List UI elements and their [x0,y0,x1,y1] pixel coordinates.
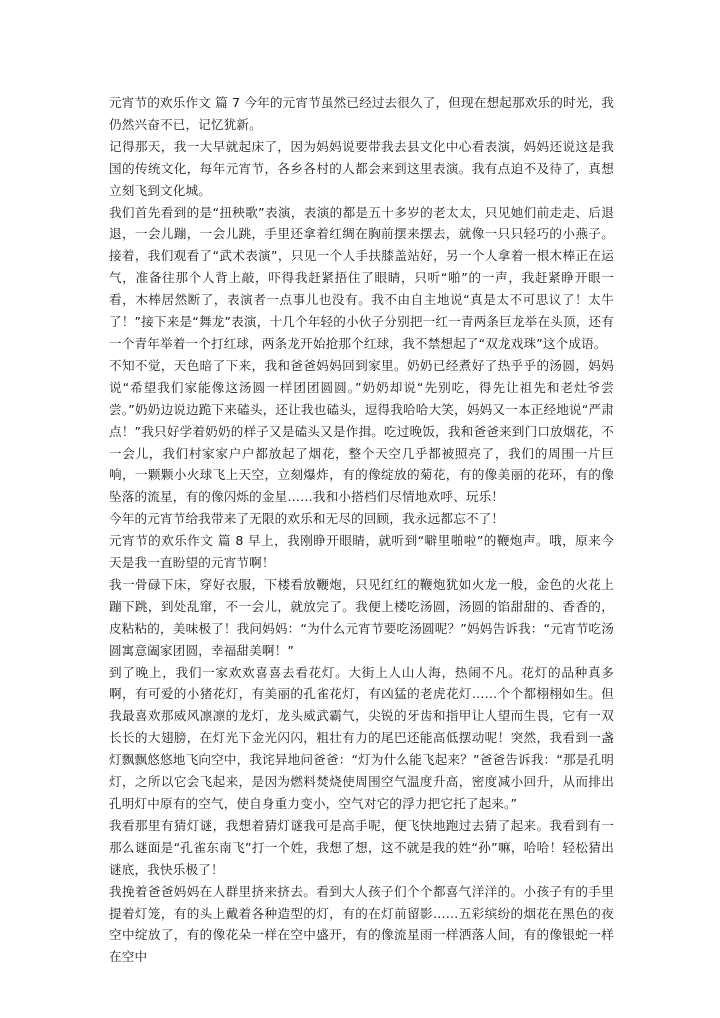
paragraph-9: 我看那里有猜灯谜，我想着猜灯谜我可是高手呢，便飞快地跑过去猜了起来。我看到有一那么谜面是“孔雀东南飞”打一个姓，我想了想，这不就是我的姓“孙”嘛，哈哈！轻松猜出谜底，我快乐极了！ [109,817,614,877]
paragraph-10: 我挽着爸爸妈妈在人群里挤来挤去。看到大人孩子们个个都喜气洋洋的。小孩子有的手里提着灯笼，有的头上戴着各种造型的灯，有的在灯前留影……五彩缤纷的烟花在黑色的夜空中绽放了，有的像花朵一样在空中盛开，有的像流星雨一样洒落人间，有的像银蛇一样在空中 [109,883,614,965]
paragraph-1: 元宵节的欢乐作文 篇 7 今年的元宵节虽然已经过去很久了，但现在想起那欢乐的时光，我仍然兴奋不已，记忆犹新。 [109,95,614,132]
paragraph-3: 我们首先看到的是“扭秧歌”表演，表演的都是五十多岁的老太太，只见她们前走走、后退退，一会儿蹦，一会儿跳，手里还拿着红绸在胸前摆来摆去，就像一只只轻巧的小燕子。接着，我们观看了“武术表演”，只见一个人手扶膝盖站好，另一个人拿着一根木棒正在运气，准备往那个人背上敲，吓得我赶紧捂住了眼睛，只听“啪”的一声，我赶紧睁开眼一看，木棒居然断了，表演者一点事儿也没有。我不由自主地说“真是太不可思议了！太牛了！”接下来是“舞龙”表演，十几个年轻的小伙子分别把一红一青两条巨龙举在头顶，还有一个青年举着一个打红球，两条龙开始抢那个红球，我不禁想起了“双龙戏珠”这个成语。 [109,204,614,351]
paragraph-6: 元宵节的欢乐作文 篇 8 早上，我刚睁开眼睛，就听到“噼里啪啦”的鞭炮声。哦，原来今天是我一直盼望的元宵节啊！ [109,533,614,571]
paragraph-8: 到了晚上，我们一家欢欢喜喜去看花灯。大街上人山人海，热闹不凡。花灯的品种真多啊，有可爱的小猪花灯，有美丽的孔雀花灯，有凶猛的老虎花灯……个个都栩栩如生。但我最喜欢那威风凛凛的龙灯，龙头威武霸气，尖锐的牙齿和指甲让人望而生畏，它有一双长长的大翅膀，在灯光下金光闪闪，粗壮有力的尾巴还能高低摆动呢！突然，我看到一盏灯飘飘悠悠地飞向空中，我诧异地问爸爸：“灯为什么能飞起来？”爸爸告诉我：“那是孔明灯，之所以它会飞起来，是因为燃料焚烧使周围空气温度升高，密度减小回升，从而排出孔明灯中原有的空气，使自身重力变小，空气对它的浮力把它托了起来。” [109,664,614,811]
paragraph-7: 我一骨碌下床，穿好衣服，下楼看放鞭炮，只见红红的鞭炮犹如火龙一般，金色的火花上蹦下跳，到处乱窜，不一会儿，就放完了。我便上楼吃汤圆，汤圆的馅甜甜的、香香的，皮粘粘的，美味极了！我问妈妈：“为什么元宵节要吃汤圆呢？”妈妈告诉我：“元宵节吃汤圆寓意阖家团圆，幸福甜美啊！” [109,576,614,658]
paragraph-5: 今年的元宵节给我带来了无限的欢乐和无尽的回顾，我永远都忘不了！ [109,511,505,527]
document-body [109,92,614,968]
paragraph-2: 记得那天，我一大早就起床了，因为妈妈说要带我去县文化中心看表演，妈妈还说这是我国的传统文化，每年元宵节，各乡各村的人都会来到这里表演。我有点迫不及待了，真想立刻飞到文化城。 [109,138,614,198]
paragraph-4: 不知不觉，天色暗了下来，我和爸爸妈妈回到家里。奶奶已经煮好了热乎乎的汤圆，妈妈说“希望我们家能像这汤圆一样团团圆圆。”奶奶却说“先别吃，得先让祖先和老灶爷尝尝。”奶奶边说边跪下来磕头，还让我也磕头，逗得我哈哈大笑，妈妈又一本正经地说“严肃点！”我只好学着奶奶的样子又是磕头又是作揖。吃过晚饭，我和爸爸来到门口放烟花，不一会儿，我们村家家户户都放起了烟花，整个天空几乎都被照亮了，我们的周围一片巨响，一颗颗小火球飞上天空，立刻爆炸，有的像绽放的菊花，有的像美丽的花环，有的像坠落的流星，有的像闪烁的金星……我和小搭档们尽情地欢呼、玩乐！ [109,357,614,505]
